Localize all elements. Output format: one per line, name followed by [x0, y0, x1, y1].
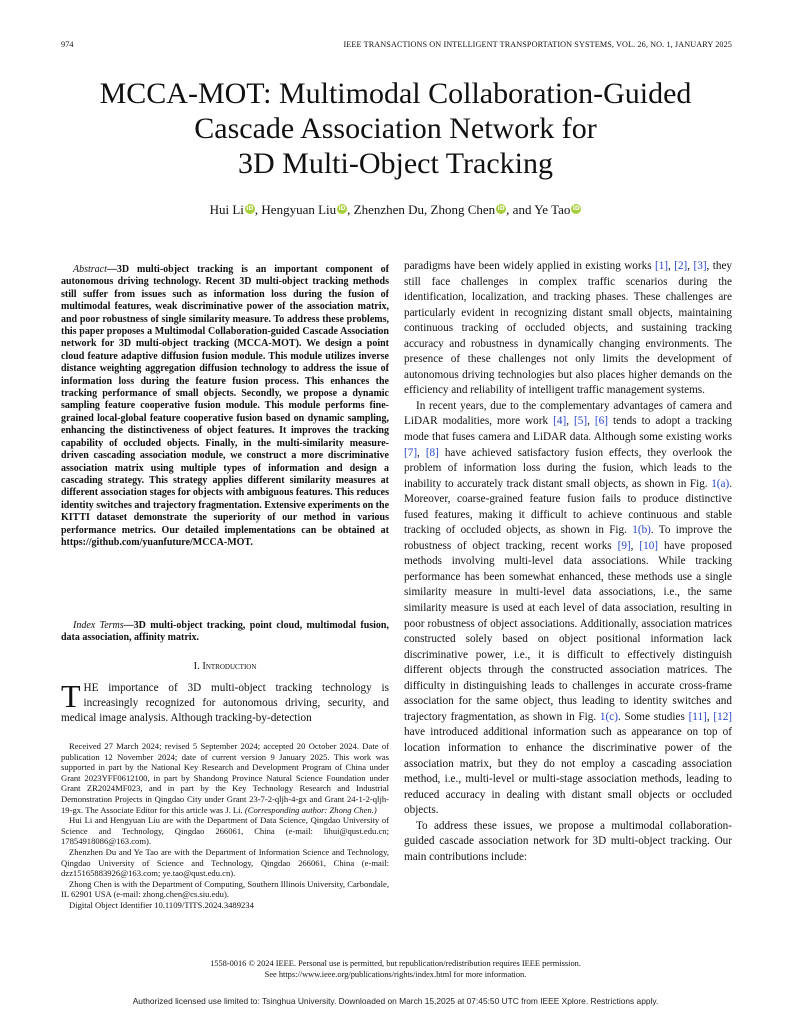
footnote-doi: Digital Object Identifier 10.1109/TITS.2024.3489234	[69, 899, 254, 910]
dropcap: T	[61, 678, 81, 714]
citation-link[interactable]: [7]	[404, 446, 418, 459]
citation-link[interactable]: [4]	[553, 415, 567, 428]
paper-title	[60, 76, 731, 181]
index-terms-text: 3D multi-object tracking, point cloud, multimodal fusion, data association, affinity matrix.	[61, 620, 389, 644]
author-name: Hengyuan Liu	[261, 202, 337, 217]
abstract: Abstract—3D multi-object tracking is an important component of autonomous driving technology. Recent 3D multi-object tracking methods still suffer from issues such as information loss during the fusion of multimodal features, weak discriminative power of the association matrix, and poor robustness of single similarity measure. To address these problems, this paper proposes a Multimodal Collaboration-guided Cascade Association network for 3D multi-object tracking (MCCA-MOT). We design a point cloud feature adaptive diffusion fusion module. This module utilizes inverse distance weighting aggregation diffusion technology to address the issue of information loss during the feature fusion process. This enhances the tracking performance of small objects. Secondly, we propose a dynamic sampling feature cooperative fusion module. This module performs fine-grained local-global feature cooperative fusion based on dynamic sampling, enhancing the distinctiveness of object features. It improves the tracking capability of occluded objects. Finally, in the multi-similarity measure-driven cascading association module, we construct a more discriminative association matrix using multiple types of information and design a cascading strategy. This strategy applies different similarity measures at different association stages for objects with ambiguous features. This reduces identity switches and trajectory fragmentation. Extensive experiments on the KITTI dataset demonstrate the superiority of our method in various performance metrics. Our detailed implementations can be obtained at https://github.com/yuanfuture/MCCA-MOT.	[61, 264, 390, 548]
citation-link[interactable]: [2]	[674, 260, 688, 272]
author-name: Hui Li	[209, 202, 244, 217]
citation-link[interactable]: [9]	[617, 539, 631, 552]
author-name: Zhong Chen	[430, 202, 496, 217]
author-name: Ye Tao	[534, 202, 571, 217]
figure-link[interactable]: 1(a)	[711, 477, 730, 490]
orcid-icon[interactable]: iD	[246, 205, 254, 212]
license-banner: Authorized licensed use limited to: Tsinghua University. Downloaded on March 15,2025 at 07:45:50 UTC from IEEE Xplore. Restrictions apply.	[132, 996, 659, 1006]
index-terms: Index Terms—3D multi-object tracking, point cloud, multimodal fusion, data association, affinity matrix.	[61, 620, 389, 644]
citation-link[interactable]: [8]	[425, 446, 439, 459]
citation-link[interactable]: [10]	[639, 539, 659, 552]
running-header: IEEE TRANSACTIONS ON INTELLIGENT TRANSPORTATION SYSTEMS, VOL. 26, NO. 1, JANUARY 2025	[343, 40, 732, 49]
copyright-notice: 1558-0016 © 2024 IEEE. Personal use is permitted, but republication/redistribution requires IEEE permission. See https://www.ieee.org/publications/rights/index.html for more information.	[210, 959, 581, 979]
abstract-label: Abstract	[73, 264, 107, 275]
orcid-icon[interactable]: iD	[338, 205, 346, 212]
abstract-text: 3D multi-object tracking is an important component of autonomous driving technology. Recent 3D multi-object tracking methods still suffer from issues such as information loss during the fusion of multimodal features, weak discriminative power of the association matrix, and poor robustness of single similarity measure. To address these problems, this paper proposes a Multimodal Collaboration-guided Cascade Association network for 3D multi-object tracking (MCCA-MOT). We design a point cloud feature adaptive diffusion fusion module. This module utilizes inverse distance weighting aggregation diffusion technology to address the issue of information loss during the feature fusion process. This enhances the tracking performance of small objects. Secondly, we propose a dynamic sampling feature cooperative fusion module. This module performs fine-grained local-global feature cooperative fusion based on dynamic sampling, enhancing the distinctiveness of object features. It improves the tracking capability of occluded objects. Finally, in the multi-similarity measure-driven cascading association module, we construct a more discriminative association matrix using multiple types of information and design a cascading strategy. This strategy applies different similarity measures at different association stages for objects with ambiguous features. This reduces identity switches and trajectory fragmentation. Extensive experiments on the KITTI dataset demonstrate the superiority of our method in various performance metrics. Our detailed implementations can be obtained at https://github.com/yuanfuture/MCCA-MOT.	[61, 264, 390, 548]
footnote-received: Received 27 March 2024; revised 5 September 2024; accepted 20 October 2024. Date of publication 12 November 2024; date of current version 9 January 2025. This work was supported in part by the National Key Research and Development Program of China under Grant 2023YFF0612100, in part by Shandong Province Natural Science Foundation under Grant ZR2024MF023, and in part by the Key Technology Research and Industrial Demonstration Projects in Qingdao City under Grant 23-7-2-qljh-4-gx and Grant 24-1-2-qljh-19-gx. The Associate Editor for this article was J. Li. (Corresponding author: Zhong Chen.)	[61, 741, 389, 815]
citation-link[interactable]: [1]	[654, 260, 669, 272]
body-paragraph: To address these issues, we propose a multimodal collaboration-guided cascade association network for 3D multi-object tracking. Our main contributions include:	[404, 819, 732, 863]
section-heading: I. Introduction	[193, 661, 257, 672]
author-list: Hui Li iD, Hengyuan Liu iD, Zhenzhen Du, Zhong Chen iD, and Ye Tao iD	[209, 202, 580, 217]
citation-link[interactable]: [12]	[713, 710, 733, 723]
index-terms-label: Index Terms	[73, 620, 124, 631]
figure-link[interactable]: 1(b)	[632, 524, 651, 537]
citation-link[interactable]: [11]	[688, 710, 707, 723]
intro-paragraph: THE importance of 3D multi-object tracking technology is increasingly recognized for autonomous driving, security, and medical image analysis. Although tracking-by-detection	[61, 678, 389, 724]
footnote-affiliation: Zhenzhen Du and Ye Tao are with the Department of Information Science and Technology, Qingdao University of Science and Technology, Qingdao 266061, China (e-mail: dzz15165883926@163.com; ye.tao@qust.edu.cn).	[61, 846, 389, 879]
author-name: Zhenzhen Du	[353, 202, 425, 217]
page-number: 974	[61, 40, 74, 49]
footnotes	[61, 741, 389, 911]
title-line-1: MCCA-MOT: Multimodal Collaboration-Guided	[99, 77, 692, 110]
citation-link[interactable]: [3]	[693, 260, 707, 272]
title-line-2: Cascade Association Network for	[194, 112, 597, 145]
figure-link[interactable]: 1(c)	[599, 710, 618, 723]
title-line-3: 3D Multi-Object Tracking	[238, 147, 553, 180]
orcid-icon[interactable]: iD	[572, 205, 580, 212]
citation-link[interactable]: [6]	[594, 415, 608, 428]
right-column	[404, 259, 732, 865]
body-paragraph: In recent years, due to the complementary advantages of camera and LiDAR modalities, more work [4], [5], [6] tends to adopt a tracking mode that fuses camera and LiDAR data. Although some existing works [7], [8] have achieved satisfactory fusion effects, they overlook the problem of information loss during the fusion, which leads to the inability to accurately track distant small objects, as shown in Fig. 1(a). Moreover, coarse-grained feature fusion fails to produce distinctive fused features, making it difficult to achieve continuous and stable tracking of occluded objects, as shown in Fig. 1(b). To improve the robustness of object tracking, recent works [9], [10] have proposed methods involving multi-level data associations. While tracking performance has been somewhat enhanced, these methods use a single similarity measure in multi-level data associations, i.e., the same similarity measure is used at each level of data association, resulting in poor robustness of object associations. Additionally, association matrices constructed solely based on object positional information lack discriminative power, i.e., it is difficult to effectively distinguish different objects through the constructed association matrices. The difficulty in distinguishing leads to challenges in accurate cross-frame association for the same object, thus leading to identity switches and trajectory fragmentation, as shown in Fig. 1(c). Some studies [11], [12] have introduced additional information such as appearance on top of location information to enhance the discriminative power of the association matrix, but they do not employ a cascading association method, i.e., multi-level or multi-stage association methods, leading to reduced accuracy in dealing with distant small objects or occluded objects.	[404, 399, 733, 817]
body-paragraph: paradigms have been widely applied in existing works [1], [2], [3], they still face challenges in complex traffic scenarios during the identification, localization, and tracking phases. These challenges are particularly evident in recognizing distant small objects, maintaining continuous tracking of occluded objects, and sustaining tracking accuracy and robustness in dynamically changing environments. The presence of these challenges not only limits the development of autonomous driving technologies but also places higher demands on the efficiency and reliability of intelligent traffic management systems.	[404, 260, 733, 397]
orcid-icon[interactable]: iD	[497, 205, 505, 212]
citation-link[interactable]: [5]	[574, 415, 588, 428]
footnote-affiliation: Hui Li and Hengyuan Liu are with the Department of Data Science, Qingdao University of Science and Technology, Qingdao 266061, China (e-mail: lihui@qust.edu.cn; 17854918086@163.com).	[61, 815, 389, 847]
footnote-affiliation: Zhong Chen is with the Department of Computing, Southern Illinois University, Carbondale, IL 62901 USA (e-mail: zhong.chen@cs.siu.edu).	[61, 878, 389, 900]
